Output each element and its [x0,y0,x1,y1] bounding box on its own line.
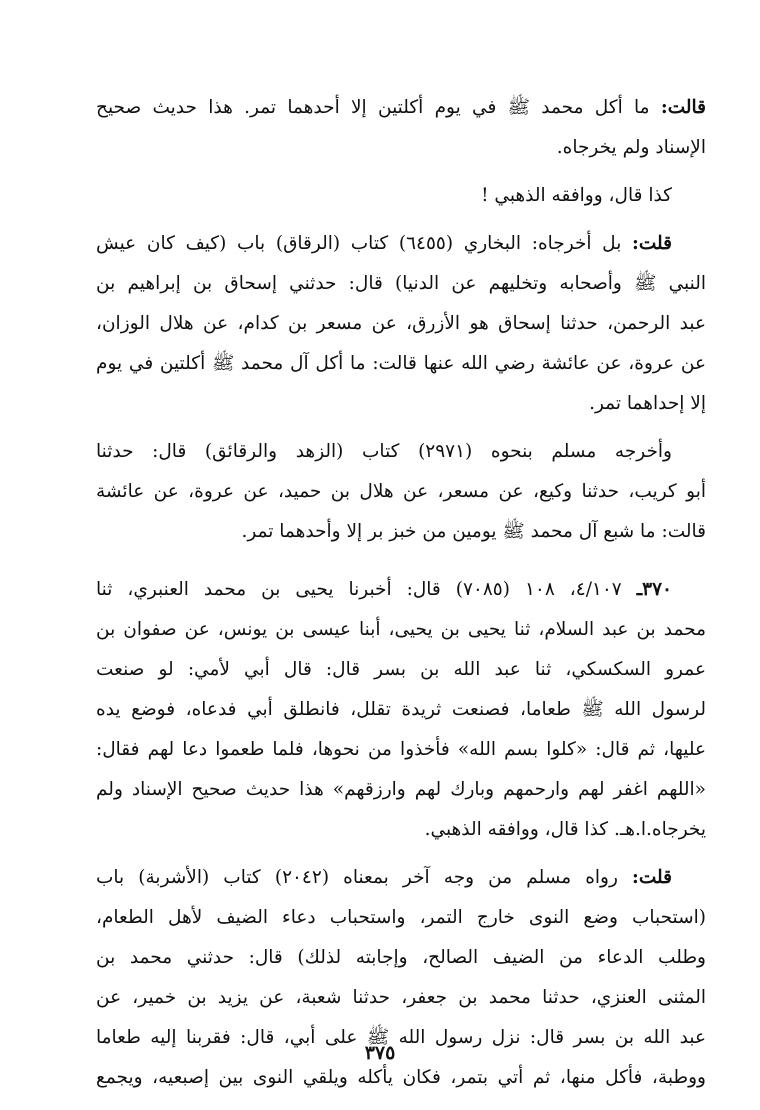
text-line: (استحباب وضع النوى خارج التمر، واستحباب دعاء الضيف لأهل الطعام، [96,907,706,928]
hadith-number: ٣٧٠ـ [636,579,672,600]
text-line: قلت: بل أخرجاه: البخاري (٦٤٥٥) كتاب (الرقاق) باب (كيف كان عيش [96,233,672,254]
text-line: محمد بن عبد السلام، ثنا يحيى بن يحيى، أبنا عيسى بن يونس، عن صفوان بن [96,619,706,640]
text-line: المثنى العنزي، حدثنا محمد بن جعفر، حدثنا شعبة، عن يزيد بن خمير، عن [96,987,706,1008]
text-line: عبد الرحمن، حدثنا إسحاق هو الأزرق، عن مسعر بن كدام، عن هلال الوزان، [96,313,706,334]
text-line: يخرجاه.ا.هـ. كذا قال، ووافقه الذهبي. [424,819,706,840]
text-line: «اللهم اغفر لهم وارحمهم وبارك لهم وارزقهم» هذا حديث صحيح الإسناد ولم [96,779,706,800]
paragraph-hadith-370 [96,570,706,850]
text-line: قالت: ما شبع آل محمد ﷺ يومين من خبز بر إلا وأحدهما تمر. [241,521,706,542]
text-line: وطلب الدعاء من الضيف الصالح، وإجابته لذلك) قال: حدثني محمد بن [96,947,706,968]
text-line: قالت: ما أكل محمد ﷺ في يوم أكلتين إلا أحدهما تمر. هذا حديث صحيح [96,97,706,118]
text-line: عبد الله بن بسر قال: نزل رسول الله ﷺ على أبي، قال: فقربنا إليه طعاما [96,1027,706,1048]
text-line: النبي ﷺ وأصحابه وتخليهم عن الدنيا) قال: حدثني إسحاق بن إبراهيم بن [96,273,706,294]
text-line: إلا إحداهما تمر. [589,393,706,414]
text-line: قلت: رواه مسلم من وجه آخر بمعناه (٢٠٤٢) كتاب (الأشربة) باب [96,867,672,888]
text-line: أبو كريب، حدثنا وكيع، عن مسعر، عن هلال بن حميد، عن عروة، عن عائشة [96,481,706,502]
text-line: وأخرجه مسلم بنحوه (٢٩٧١) كتاب (الزهد والرقائق) قال: حدثنا [96,441,672,462]
text-line: كذا قال، ووافقه الذهبي ! [481,185,672,206]
text-line: عن عروة، عن عائشة رضي الله عنها قالت: ما أكل آل محمد ﷺ أكلتين في يوم [96,353,706,374]
paragraph-muslim-takhrij [96,432,706,552]
paragraph-hadith-text [96,88,706,168]
text-line: عمرو السكسكي، ثنا عبد الله بن بسر قال: قال أبي لأمي: لو صنعت [96,659,706,680]
text-line: عليها، ثم قال: «كلوا بسم الله» فأخذوا من نحوها، فلما طعموا دعا لهم فقال: [96,739,706,760]
page-number: ٣٧٥ [364,1042,396,1064]
paragraph-bukhari-takhrij [96,224,706,424]
paragraph-comment [96,176,706,216]
text-line: الإسناد ولم يخرجاه. [556,137,706,158]
page-body [96,88,706,1098]
text-line: لرسول الله ﷺ طعاما، فصنعت ثريدة تقلل، فانطلق أبي فدعاه، فوضع يده [96,699,706,720]
text-line: ٣٧٠ـ ٤/١٠٧، ١٠٨ (٧٠٨٥) قال: أخبرنا يحيى بن محمد العنبري، ثنا [96,579,672,600]
text-line: ووطبة، فأكل منها، ثم أتي بتمر، فكان يأكله ويلقي النوى بين إصبعيه، ويجمع [96,1067,706,1088]
